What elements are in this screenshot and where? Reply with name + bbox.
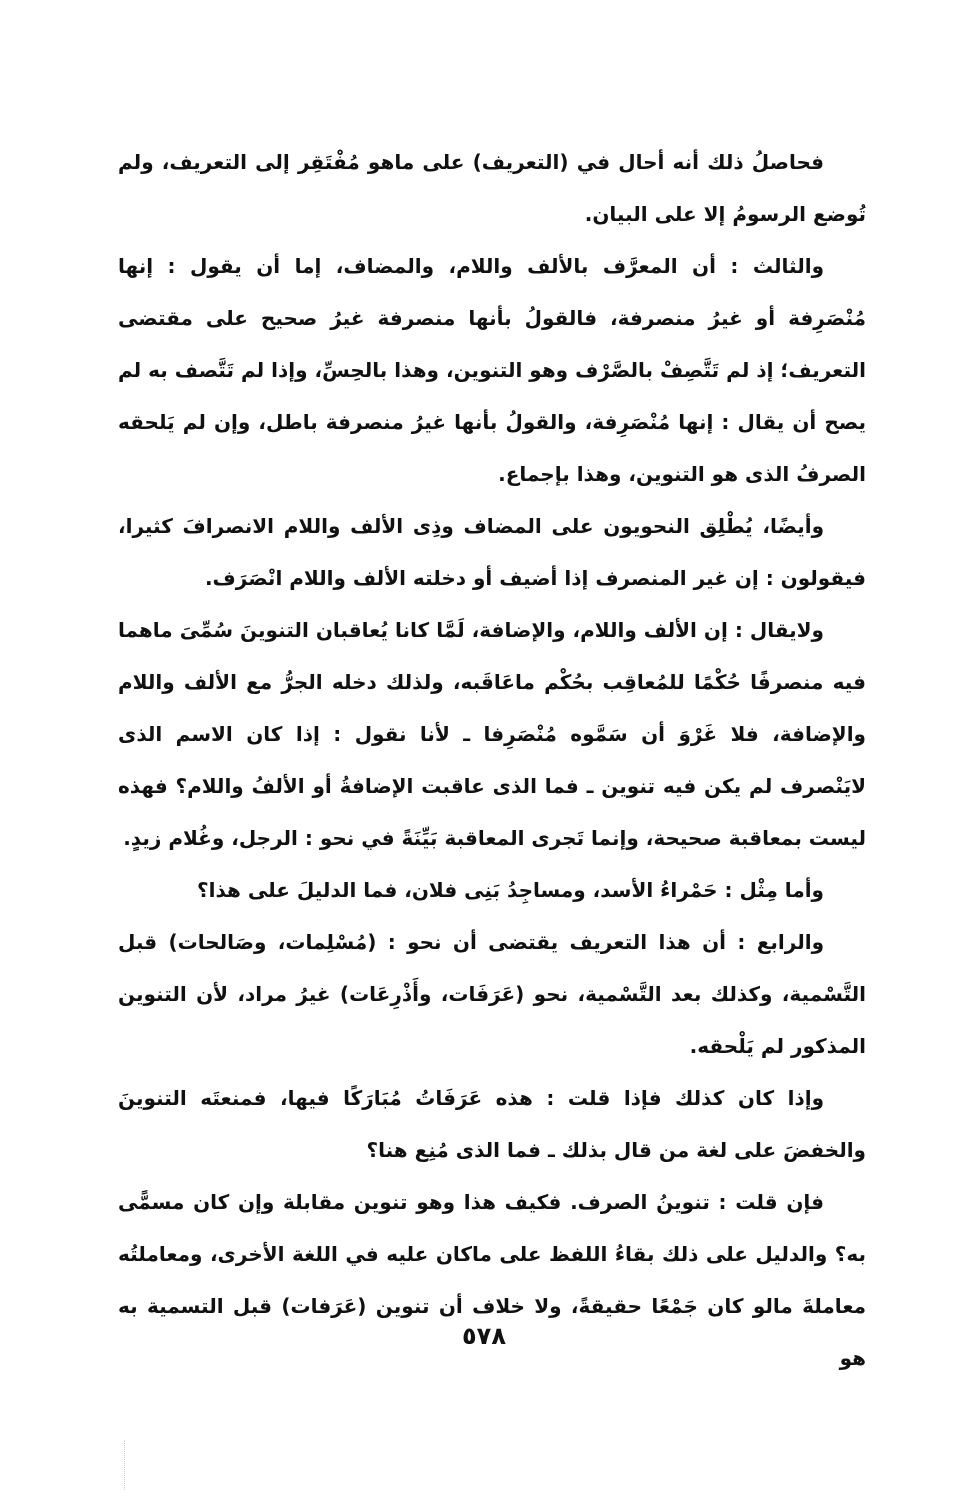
page-number: ٥٧٨ (462, 1322, 506, 1350)
paragraph-5: وأما مِثْل : حَمْراءُ الأسد، ومساجِدُ بَنِى فلان، فما الدليلَ على هذا؟ (197, 878, 824, 902)
paragraph-4: ولايقال : إن الألف واللام، والإضافة، لَمَّا كانا يُعاقبان التنوينَ سُمِّىَ ماهما فيه منصرفًا حُكْمًا للمُعاقِب بحُكْم ماعَاقَبه، ولذلك دخله الجرُّ مع الألف واللام والإضافة، فلا غَرْوَ أن سَمَّوه مُنْصَرِفا ـ لأنا نقول : إذا كان الاسم الذى لايَنْصرف لم يكن فيه تنوين ـ فما الذى عاقبت الإضافةُ أو الألفُ واللام؟ فهذه ليست بمعاقبة صحيحة، وإنما تَجرى المعاقبة بَيِّنَةً في نحو : الرجل، وغُلام زيدٍ. (118, 618, 866, 850)
paragraph-8: فإن قلت : تنوينُ الصرف. فكيف هذا وهو تنوين مقابلة وإن كان مسمًّى به؟ والدليل على ذلك بقاءُ اللفظ على ماكان عليه في اللغة الأخرى، ومعاملتُه معاملةَ مالو كان جَمْعًا حقيقةً، ولا خلاف أن تنوين (عَرَفات) قبل التسمية به هو (118, 1190, 866, 1370)
paragraph-7: وإذا كان كذلك فإذا قلت : هذه عَرَفَاتُ مُبَارَكًا فيها، فمنعتَه التنوينَ والخفضَ على لغة من قال بذلك ـ فما الذى مُنِع هنا؟ (118, 1086, 866, 1162)
paragraph-3: وأيضًا، يُطْلِق النحويون على المضاف وذِى الألف واللام الانصرافَ كثيرا، فيقولون : إن غير المنصرف إذا أضيف أو دخلته الألف واللام انْصَرَف. (118, 514, 866, 590)
paragraph-6: والرابع : أن هذا التعريف يقتضى أن نحو : (مُسْلِمات، وصَالحات) قبل التَّسْمية، وكذلك بعد التَّسْمية، نحو (عَرَفَات، وأَذْرِعَات) غيرُ مراد، لأن التنوين المذكور لم يَلْحقه. (118, 930, 866, 1058)
paragraph-2: والثالث : أن المعرَّف بالألف واللام، والمضاف، إما أن يقول : إنها مُنْصَرِفة أو غيرُ منصرفة، فالقولُ بأنها منصرفة غيرُ صحيح على مقتضى التعريف؛ إذ لم تَتَّصِفْ بالصَّرْف وهو التنوين، وهذا بالحِسِّ، وإذا لم تَتَّصف به لم يصح أن يقال : إنها مُنْصَرِفة، والقولُ بأنها غيرُ منصرفة باطل، وإن لم يَلحقه الصرفُ الذى هو التنوين، وهذا بإجماع. (118, 254, 866, 486)
scan-fold-line (124, 1440, 125, 1490)
body-text (118, 136, 866, 1384)
paragraph-1: فحاصلُ ذلك أنه أحال في (التعريف) على ماهو مُفْتَقِر إلى التعريف، ولم تُوضع الرسومُ إلا على البيان. (118, 150, 866, 226)
